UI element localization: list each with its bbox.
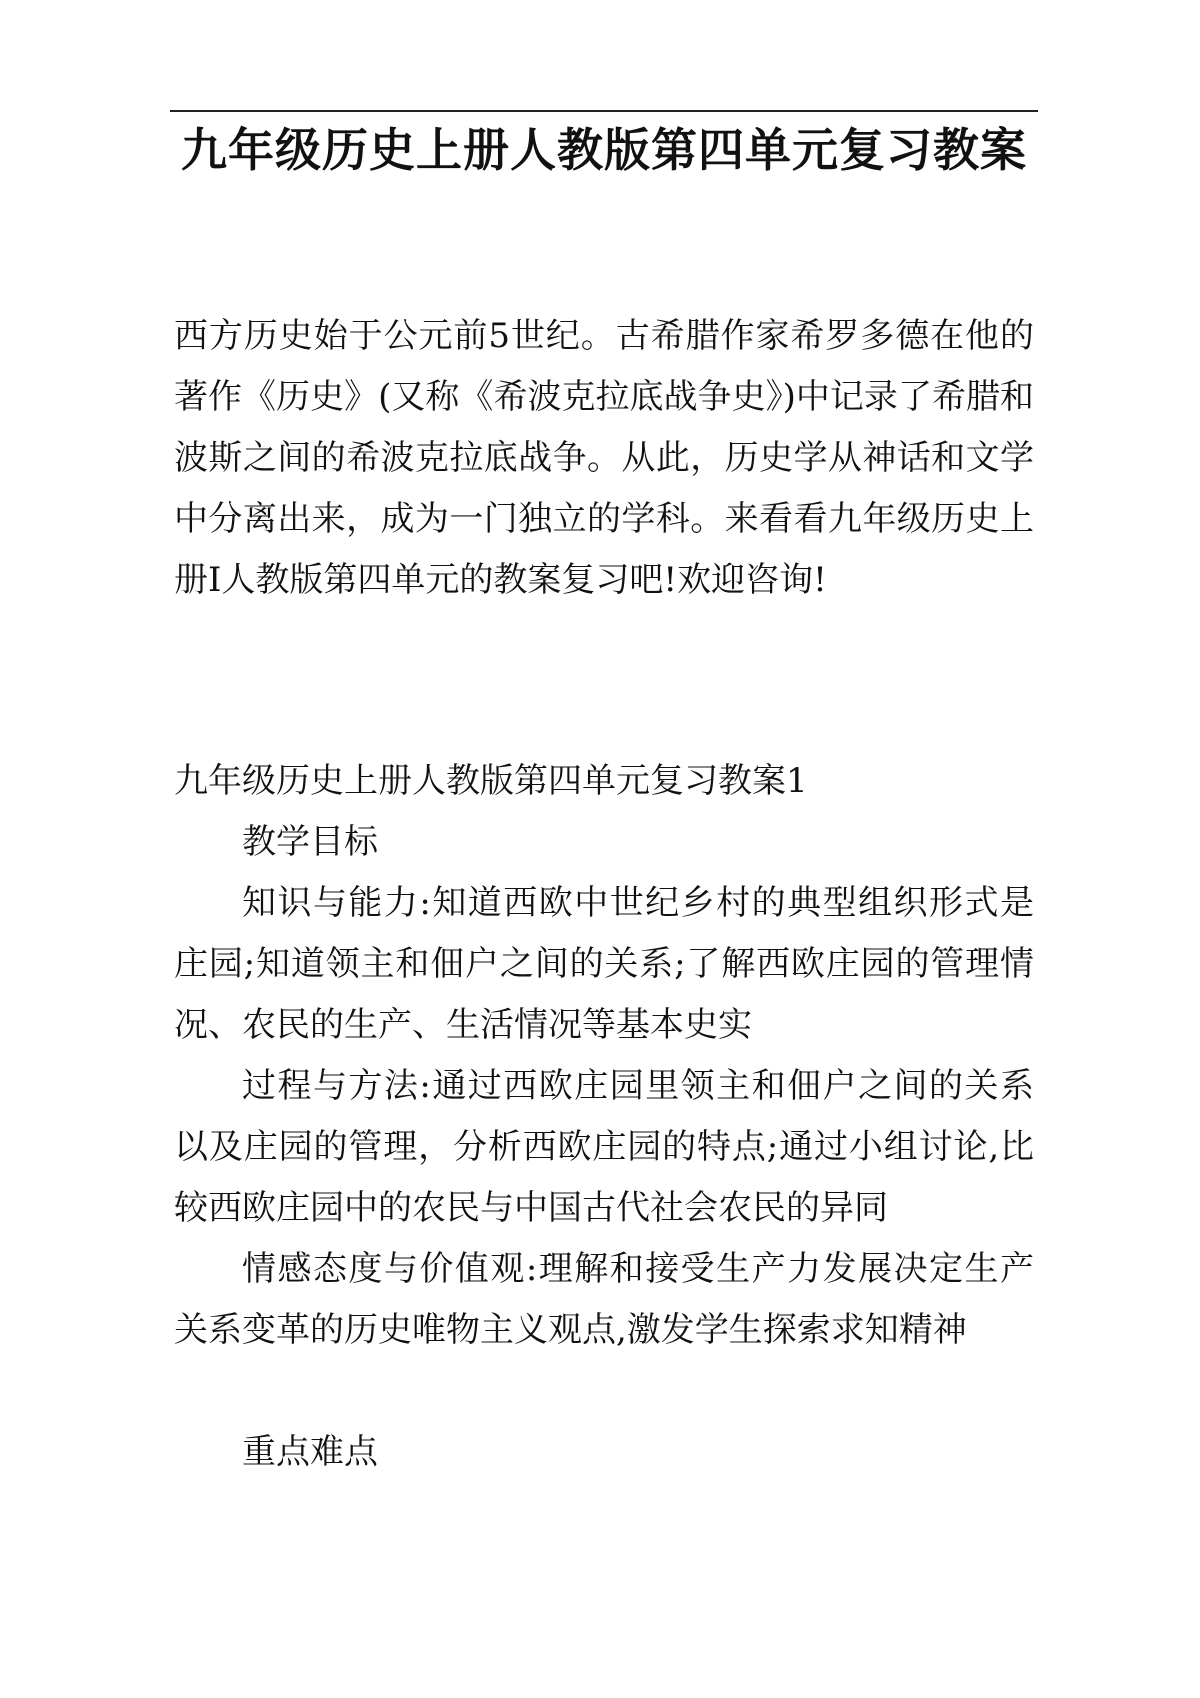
emotion-attitude-paragraph: 情感态度与价值观:理解和接受生产力发展决定生产关系变革的历史唯物主义观点,激发学生探索求知精神 (174, 1249, 1034, 1350)
intro-paragraph: 西方历史始于公元前5世纪。古希腊作家希罗多德在他的著作《历史》(又称《希波克拉底战争史》)中记录了希腊和波斯之间的希波克拉底战争。从此，历史学从神话和文学中分离出来，成为一门独立的学科。来看看九年级历史上册Ⅰ人教版第四单元的教案复习吧!欢迎咨询! (174, 316, 1034, 600)
document-title: 九年级历史上册人教版第四单元复习教案 (181, 123, 1027, 177)
process-method-paragraph: 过程与方法:通过西欧庄园里领主和佃户之间的关系以及庄园的管理，分析西欧庄园的特点;通过小组讨论,比较西欧庄园中的农民与中国古代社会农民的异同 (174, 1066, 1034, 1228)
key-difficult-points-heading: 重点难点 (242, 1432, 378, 1472)
knowledge-ability-paragraph: 知识与能力:知道西欧中世纪乡村的典型组织形式是庄园;知道领主和佃户之间的关系;了解西欧庄园的管理情况、农民的生产、生活情况等基本史实 (174, 883, 1034, 1045)
header-rule (170, 110, 1038, 112)
teaching-goal-heading: 教学目标 (242, 822, 378, 862)
section-title: 九年级历史上册人教版第四单元复习教案1 (174, 761, 808, 801)
